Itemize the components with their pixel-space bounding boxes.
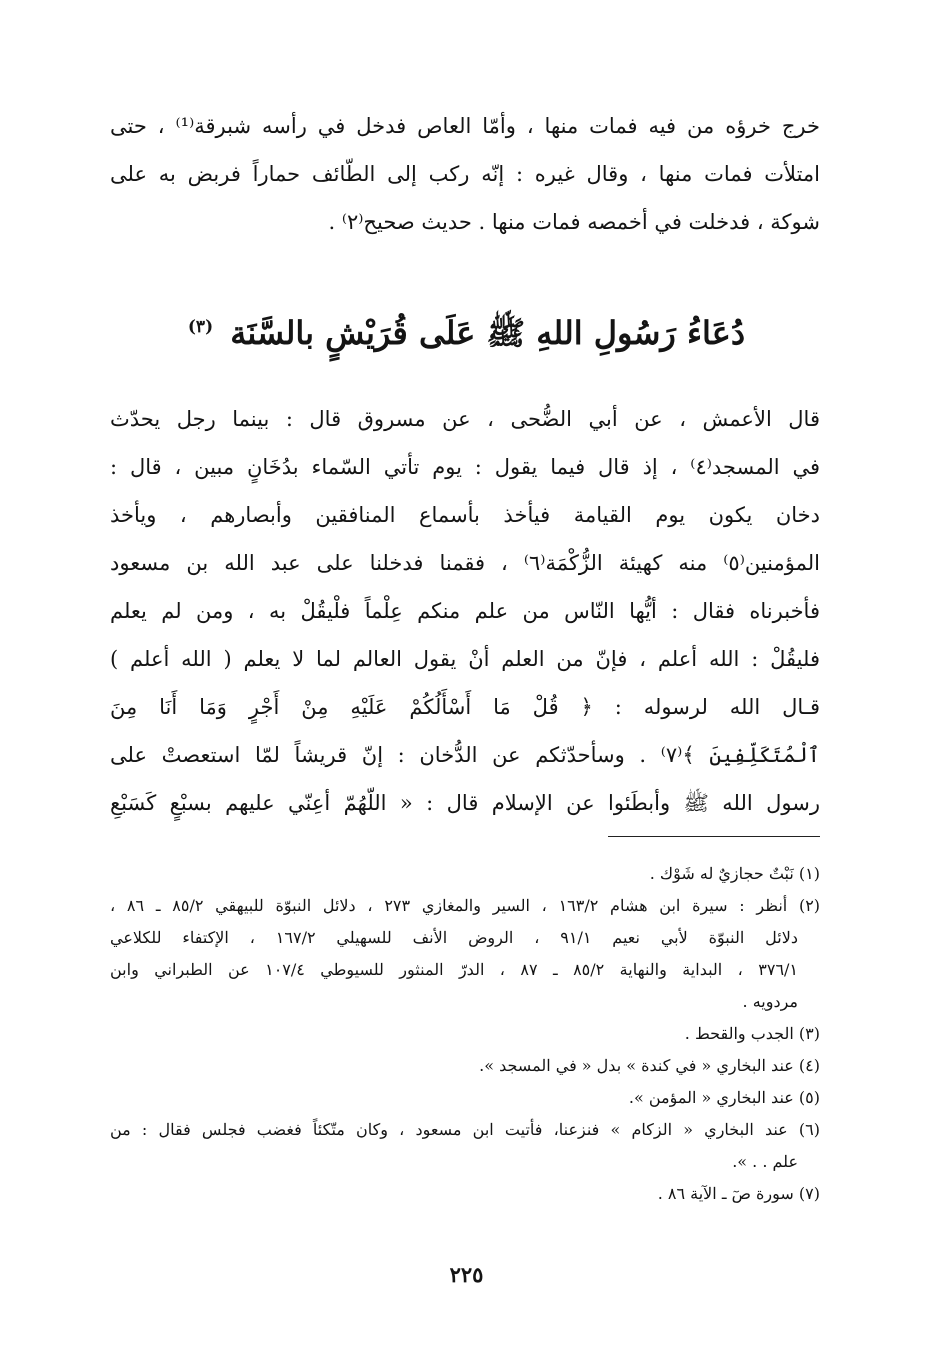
text-line: فليقُلْ : الله أعلم ، فإنّ من العلم أنْ يقول العالم لما لا يعلم ( الله أعلم ) (110, 647, 820, 671)
footnote-continuation-line: دلائل النبوّة لأبي نعيم ٩١/١ ، الروض الأنف للسهيلي ١٦٧/٢ ، الإكتفاء للكلاعي (110, 928, 798, 947)
footnote-line: (٣) الجدب والقحط . (684, 1024, 820, 1043)
section-heading-text: دُعَاءُ رَسُولِ اللهِ ﷺ عَلَى قُرَيْشٍ بالسَّنَة (230, 314, 746, 352)
text-line: شوكة ، فدخلت في أخمصه فمات منها . حديث صحيح⁽٢⁾ . (328, 210, 820, 234)
section-heading (0, 314, 933, 360)
footnote-separator (608, 836, 820, 837)
footnote-line: (٧) سورة صٓ ـ الآية ٨٦ . (657, 1184, 820, 1203)
text-line: قال الأعمش ، عن أبي الضُّحى ، عن مسروق قال : بينما رجل يحدّث (110, 407, 820, 431)
footnotes (110, 858, 820, 1210)
section-heading-footnote-ref: (٣) (187, 317, 214, 338)
footnote-line: (٥) عند البخاري « المؤمن ». (628, 1088, 820, 1107)
body-paragraph (110, 395, 820, 827)
text-line: امتلأت فمات منها ، وقال غيره : إنّه ركب إلى الطّائف حماراً فربض به على (110, 162, 820, 186)
text-line: فأخبرناه فقال : أيُّها النّاس من علم منكم عِلْماً فلْيقُلْ به ، ومن لم يعلم (110, 599, 820, 623)
text-line: في المسجد⁽٤⁾ ، إذ قال فيما يقول : يوم تأتي السّماء بدُخَانٍ مبين ، قال : (110, 455, 820, 479)
footnote-continuation-line: ٣٧٦/١ ، البداية والنهاية ٨٥/٢ ـ ٨٧ ، الدرّ المنثور للسيوطي ١٠٧/٤ عن الطبراني وابن (110, 960, 799, 979)
footnote-line: (٤) عند البخاري « في كندة » بدل « في المسجد ». (479, 1056, 820, 1075)
top-paragraph (110, 102, 820, 246)
text-line: دخان يكون يوم القيامة فيأخذ بأسماع المنافقين وأبصارهم ، ويأخذ (110, 503, 820, 527)
text-line: قـال الله لرسوله : ﴿ قُلْ مَا أَسْأَلُكُمْ عَلَيْهِ مِنْ أَجْرٍ وَمَا أَنَا مِنَ (110, 695, 820, 719)
page-number: ٢٢٥ (449, 1262, 484, 1287)
footnote-continuation-line: مردويه . (742, 992, 798, 1011)
text-line: المؤمنين⁽٥⁾ منه كهيئة الزُّكْمَة⁽٦⁾ ، فقمنا فدخلنا على عبد الله بن مسعود (110, 551, 820, 575)
text-line: ٱلْمُتَكَلِّفِينَ ﴾⁽٧⁾ . وسأحدّثكم عن الدُّخان : إنّ قريشاً لمّا استعصتْ على (110, 743, 820, 767)
footnote-line: (٦) عند البخاري « الزكام » فنزعنا، فأتيت ابن مسعود ، وكان متّكئاً فغضب فجلس فقال : من (110, 1120, 820, 1139)
footnote-line: (٢) أنظر : سيرة ابن هشام ١٦٣/٢ ، السير والمغازي ٢٧٣ ، دلائل النبوّة للبيهقي ٨٥/٢ ـ ٨٦ ، (110, 896, 820, 915)
footnote-line: (١) نَبْتٌ حجازيٌ له شَوْك . (649, 864, 820, 883)
text-line: خرج خرؤه من فيه فمات منها ، وأمّا العاص فدخل في رأسه شبرقة⁽¹⁾ ، حتى (110, 114, 820, 138)
text-line: رسول الله ﷺ وأبطَئوا عن الإسلام قال : « اللّهُمّ أعِنّي عليهم بسبْعٍ كَسَبْعِ (110, 791, 820, 815)
footnote-continuation-line: علم . . ». (732, 1152, 798, 1171)
